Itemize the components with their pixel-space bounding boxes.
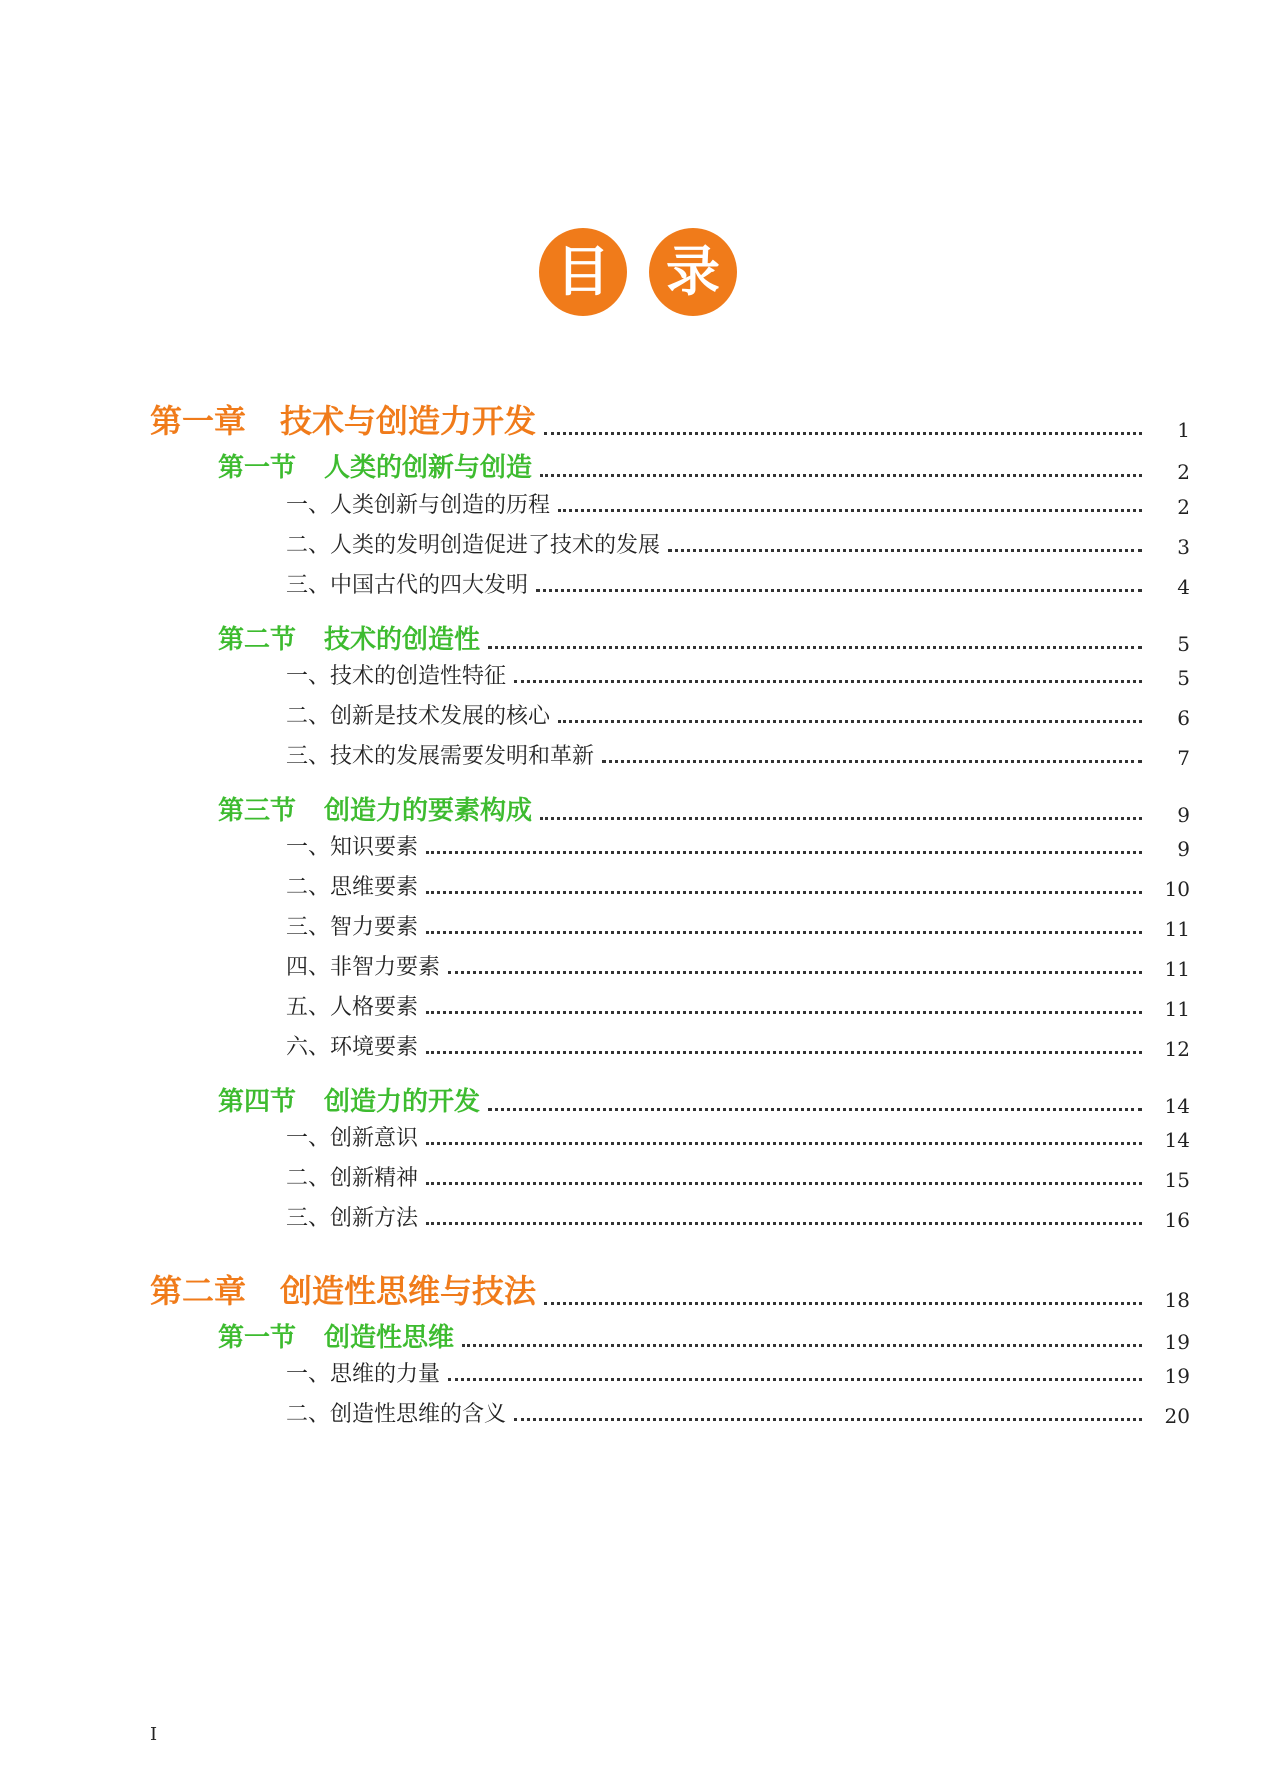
page-ref: 10	[1164, 877, 1190, 901]
item-title	[286, 568, 528, 599]
page-ref: 19	[1164, 1330, 1190, 1354]
toc-entry-section[interactable]	[218, 619, 1190, 656]
item-title	[286, 1397, 506, 1428]
toc-entry-item[interactable]	[286, 910, 1190, 941]
dot-leader	[558, 720, 1142, 723]
section-number: 第四节	[218, 1087, 297, 1117]
dot-leader	[536, 589, 1142, 592]
dot-leader	[462, 1344, 1142, 1347]
page-ref: 5	[1177, 666, 1190, 690]
toc-entry-item[interactable]	[286, 739, 1190, 770]
item-text: 三、创新方法	[286, 1206, 419, 1231]
dot-leader	[426, 931, 1142, 934]
page-number: I	[150, 1724, 158, 1745]
dot-leader	[668, 549, 1142, 552]
section-title	[218, 1317, 454, 1354]
toc-title	[0, 228, 1276, 316]
page-ref: 1	[1177, 418, 1190, 442]
section-title	[218, 790, 532, 827]
page-ref: 20	[1164, 1404, 1190, 1428]
dot-leader	[602, 760, 1142, 763]
page-ref: 11	[1164, 997, 1190, 1021]
toc-entry-item[interactable]	[286, 990, 1190, 1021]
section-title	[218, 619, 480, 656]
toc-entry-item[interactable]	[286, 1030, 1190, 1061]
dot-leader	[448, 1378, 1142, 1381]
dot-leader	[540, 817, 1142, 820]
dot-leader	[426, 851, 1142, 854]
item-text: 一、人类创新与创造的历程	[286, 493, 551, 518]
page-ref: 6	[1177, 706, 1190, 730]
item-title	[286, 659, 506, 690]
item-title	[286, 870, 418, 901]
item-text: 二、人类的发明创造促进了技术的发展	[286, 533, 661, 558]
toc-entry-item[interactable]	[286, 528, 1190, 559]
page-ref: 5	[1177, 632, 1190, 656]
page-ref: 16	[1164, 1208, 1190, 1232]
toc-entry-section[interactable]	[218, 1081, 1190, 1118]
item-title	[286, 739, 594, 770]
title-char-circle: 录	[649, 228, 737, 316]
item-title	[286, 1161, 418, 1192]
item-text: 二、创造性思维的含义	[286, 1402, 507, 1427]
toc-entry-item[interactable]	[286, 1357, 1190, 1388]
dot-leader	[540, 474, 1142, 477]
section-title	[218, 447, 532, 484]
page-ref: 14	[1164, 1128, 1190, 1152]
section-number: 第一节	[218, 1323, 297, 1353]
page-ref: 11	[1164, 917, 1190, 941]
dot-leader	[514, 1418, 1142, 1421]
toc-entry-item[interactable]	[286, 568, 1190, 599]
item-text: 二、创新是技术发展的核心	[286, 704, 551, 729]
chapter-number: 第二章	[150, 1272, 247, 1310]
section-text: 技术的创造性	[324, 625, 481, 655]
dot-leader	[514, 680, 1142, 683]
item-text: 一、创新意识	[286, 1126, 419, 1151]
item-title	[286, 1201, 418, 1232]
item-text: 三、智力要素	[286, 915, 419, 940]
dot-leader	[544, 1302, 1142, 1305]
chapter-title	[150, 1266, 536, 1312]
toc-entry-chapter[interactable]	[150, 1266, 1190, 1312]
toc-entry-section[interactable]	[218, 447, 1190, 484]
dot-leader	[544, 432, 1142, 435]
page-ref: 18	[1164, 1288, 1190, 1312]
toc-entry-item[interactable]	[286, 1161, 1190, 1192]
page-ref: 15	[1164, 1168, 1190, 1192]
item-title	[286, 950, 440, 981]
section-number: 第三节	[218, 796, 297, 826]
toc-entry-item[interactable]	[286, 1121, 1190, 1152]
page-ref: 2	[1177, 495, 1190, 519]
dot-leader	[488, 1108, 1142, 1111]
item-text: 三、中国古代的四大发明	[286, 573, 529, 598]
item-title	[286, 1121, 418, 1152]
page-ref: 14	[1164, 1094, 1190, 1118]
item-text: 一、思维的力量	[286, 1362, 441, 1387]
item-text: 二、思维要素	[286, 875, 419, 900]
title-char-circle: 目	[539, 228, 627, 316]
toc-entry-section[interactable]	[218, 1317, 1190, 1354]
chapter-text: 技术与创造力开发	[280, 402, 537, 440]
toc-entry-item[interactable]	[286, 830, 1190, 861]
page-ref: 11	[1164, 957, 1190, 981]
toc-entry-item[interactable]	[286, 1397, 1190, 1428]
dot-leader	[426, 1142, 1142, 1145]
item-text: 一、知识要素	[286, 835, 419, 860]
item-text: 二、创新精神	[286, 1166, 419, 1191]
dot-leader	[426, 891, 1142, 894]
item-text: 五、人格要素	[286, 995, 419, 1020]
dot-leader	[488, 646, 1142, 649]
chapter-title	[150, 396, 536, 442]
item-title	[286, 910, 418, 941]
page-ref: 9	[1177, 803, 1190, 827]
toc-entry-chapter[interactable]	[150, 396, 1190, 442]
chapter-text: 创造性思维与技法	[280, 1272, 537, 1310]
item-title	[286, 488, 550, 519]
item-title	[286, 1030, 418, 1061]
dot-leader	[426, 1222, 1142, 1225]
toc-entry-item[interactable]	[286, 659, 1190, 690]
dot-leader	[448, 971, 1142, 974]
page-ref: 3	[1177, 535, 1190, 559]
dot-leader	[426, 1011, 1142, 1014]
page-ref: 19	[1164, 1364, 1190, 1388]
toc-entry-item[interactable]	[286, 699, 1190, 730]
section-text: 创造性思维	[324, 1323, 455, 1353]
item-text: 一、技术的创造性特征	[286, 664, 507, 689]
dot-leader	[558, 509, 1142, 512]
toc-entry-item[interactable]	[286, 1201, 1190, 1232]
dot-leader	[426, 1182, 1142, 1185]
toc-entry-item[interactable]	[286, 488, 1190, 519]
section-text: 人类的创新与创造	[324, 453, 533, 483]
toc-entry-section[interactable]	[218, 790, 1190, 827]
section-number: 第一节	[218, 453, 297, 483]
chapter-number: 第一章	[150, 402, 247, 440]
item-text: 三、技术的发展需要发明和革新	[286, 744, 595, 769]
item-title	[286, 1357, 440, 1388]
section-text: 创造力的要素构成	[324, 796, 533, 826]
toc-entry-item[interactable]	[286, 950, 1190, 981]
page-ref: 4	[1177, 575, 1190, 599]
page-ref: 2	[1177, 460, 1190, 484]
item-title	[286, 528, 660, 559]
page-ref: 12	[1164, 1037, 1190, 1061]
page-ref: 9	[1177, 837, 1190, 861]
page-ref: 7	[1177, 746, 1190, 770]
item-title	[286, 990, 418, 1021]
section-number: 第二节	[218, 625, 297, 655]
section-title	[218, 1081, 480, 1118]
dot-leader	[426, 1051, 1142, 1054]
item-title	[286, 830, 418, 861]
item-text: 六、环境要素	[286, 1035, 419, 1060]
item-text: 四、非智力要素	[286, 955, 441, 980]
section-text: 创造力的开发	[324, 1087, 481, 1117]
item-title	[286, 699, 550, 730]
toc-entry-item[interactable]	[286, 870, 1190, 901]
